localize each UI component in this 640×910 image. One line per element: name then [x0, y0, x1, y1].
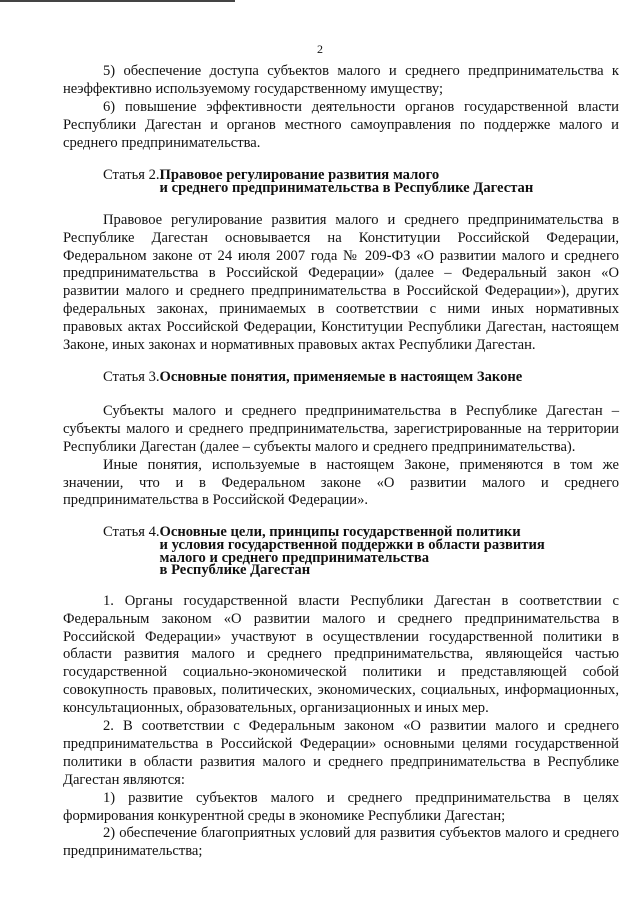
article-4-paragraph: 2) обеспечение благоприятных условий для развития субъектов малого и среднего предпринимательства;: [63, 825, 619, 860]
article-title: Основные понятия, применяемые в настоящем Законе: [159, 368, 523, 385]
article-3-heading: [63, 369, 619, 387]
article-title: Основные цели, принципы государственной политики и условия государственной поддержки в области развития малого и среднего предпринимательства в Республике Дагестан: [159, 524, 545, 579]
article-label: Статья 4.: [103, 524, 160, 541]
list-item-6: 6) повышение эффективности деятельности органов государственной власти Республики Дагестан и органов местного самоуправления по поддержке малого и среднего предпринимательства.: [63, 98, 619, 151]
article-label: Статья 3.: [103, 368, 160, 385]
article-3-paragraph: Иные понятия, используемые в настоящем Законе, применяются в том же значении, что и в Федеральном законе «О развитии малого и среднего предпринимательства в Российской Федерации».: [63, 456, 619, 509]
list-item-5: 5) обеспечение доступа субъектов малого и среднего предпринимательства к неэффективно используемому государственному имуществу;: [63, 63, 619, 97]
article-4-paragraph: 1) развитие субъектов малого и среднего предпринимательства в целях формирования конкурентной среды в экономике Республики Дагестан;: [63, 789, 619, 824]
article-4-paragraph: 2. В соответствии с Федеральным законом «О развитии малого и среднего предпринимательства в Российской Федерации» основными целями государственной политики в области развития малого и среднего предпринимательства в Республике Дагестан являются:: [63, 718, 619, 788]
document-body: [63, 63, 619, 861]
article-2-paragraph: Правовое регулирование развития малого и среднего предпринимательства в Республике Дагестан основывается на Конституции Российской Федерации, Федеральном законе от 24 июля 2007 года № 209-ФЗ «О развитии малого и среднего предпринимательства в Российской Федерации» (далее – Федеральный закон «О развитии малого и среднего предпринимательства в Российской Федерации»), других федеральных законах, принимаемых в соответствии с ними иных нормативных правовых актах Российской Федерации, Конституции Республики Дагестан, настоящем Законе, иных законах и нормативных правовых актах Республики Дагестан.: [63, 211, 619, 354]
article-4-paragraph: 1. Органы государственной власти Республики Дагестан в соответствии с Федеральным законом «О развитии малого и среднего предпринимательства в Российской Федерации» участвуют в осуществлении государственной политики в области развития малого и среднего предпринимательства, являющейся частью государственной социально-экономической политики и представляющей собой совокупность правовых, политических, экономических, социальных, информационных, консультационных, образовательных, организационных и иных мер.: [63, 592, 619, 717]
article-2-heading: [63, 167, 619, 196]
article-title: Правовое регулирование развития малого и среднего предпринимательства в Республике Дагестан: [159, 166, 534, 197]
article-3-paragraph: Субъекты малого и среднего предпринимательства в Республике Дагестан – субъекты малого и среднего предпринимательства, зарегистрированные на территории Республики Дагестан (далее – субъекты малого и среднего предпринимательства).: [63, 402, 619, 455]
scan-edge-line: [0, 0, 235, 2]
page-number: 2: [317, 42, 323, 56]
article-label: Статья 2.: [103, 166, 160, 183]
article-4-heading: [63, 524, 619, 579]
